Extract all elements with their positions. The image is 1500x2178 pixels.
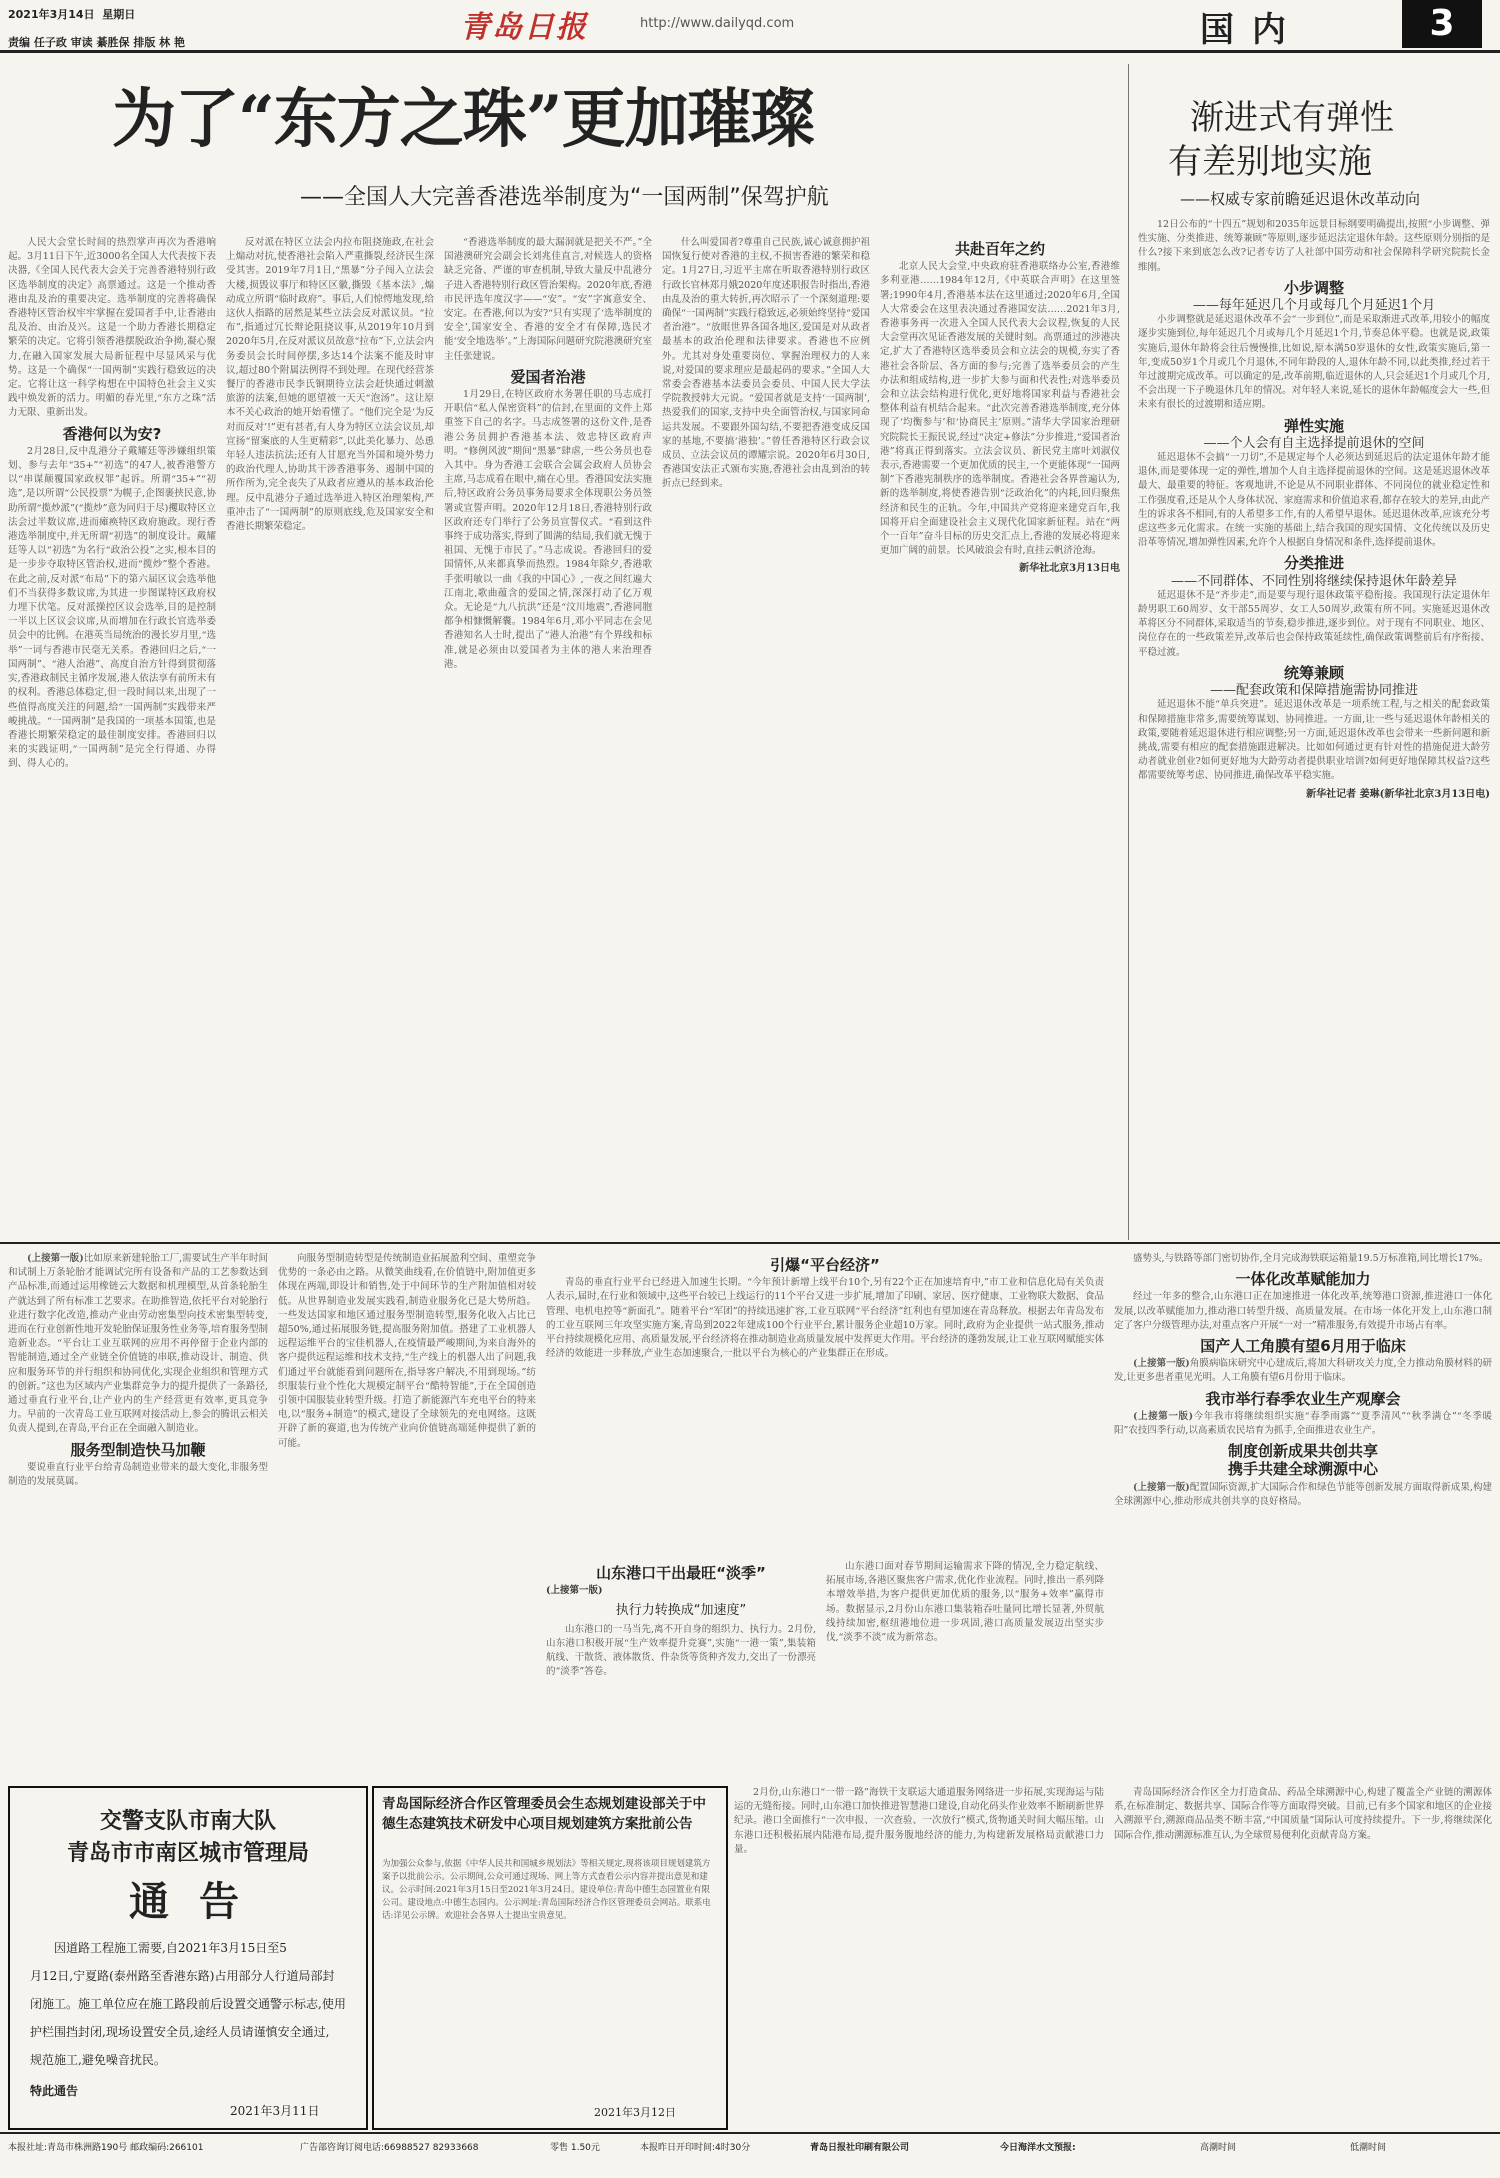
lower-col-7: 2月份,山东港口“一带一路”海铁干支联运大通道服务网络进一步拓展,实现海运与陆运的无缝衔接。同时,山东港口加快推进智慧港口建设,自动化码头作业效率不断刷新世界纪录。港口全面推行“一次申报、一次查验、一次放行”模式,货物通关时间大幅压缩。山东港口还积极拓展内陆港布局,提升服务腹地经济的能力,为构建新发展格局贡献港口力量。 — [734, 1787, 1104, 1855]
side-sub3b: ——不同群体、不同性别将继续保持退休年龄差异 — [1170, 573, 1457, 589]
footer-printer: 青岛日报社印刷有限公司 — [810, 2143, 910, 2153]
side-divider — [1128, 64, 1129, 1240]
notice-line-3: 闭施工。施工单位应在施工路段前后设置交通警示标志,使用 — [30, 1997, 346, 2011]
notice-line-5: 规范施工,避免噪音扰民。 — [30, 2053, 166, 2067]
planning-date: 2021年3月12日 — [594, 2106, 676, 2119]
section-title: 国内 — [1200, 10, 1304, 50]
notice-org-1: 交警支队市南大队 — [99, 1809, 276, 1834]
side-sub1: 小步调整 — [1283, 278, 1344, 297]
notice-line-1: 因道路工程施工需要,自2021年3月15日至5 — [54, 1941, 287, 1955]
side-sub1b: ——每年延迟几个月或每几个月延迟1个月 — [1192, 298, 1436, 314]
lower-col-1: (上接第一版)比如原来新建轮胎工厂,需要试生产半年时间和试制上万条轮胎才能调试完所有设备和产品的工艺参数达到产品标准,而通过运用橡链云大数据和机理模型,从首条轮胎生产就达到了所有标准工艺要求。在助推智造,依托平台对轮胎行业进行数字化改造,推动产业由劳动密集型向技术密集型转变,进而在行业创新性地开发轮胎保证服务性业务等,培育服务型制造新业态。“平台让工业互联网的应用不再停留于企业内部的智能制造,通过全产业链全价值链的串联,推动设计、制造、供应和服务环节的并行组织和协同优化,实现企业组织和管理方式的创新。”这也为区域内产业集群竞争力的提升提供了一条路径,通过垂直行业平台,让产业内的生产经营更有效率,更具竞争力。早前的一次青岛工业互联网对接活动上,参会的腾讯云相关负责人提到,在青岛,平台正在全面融入制造业。 服务型制造快马加鞭 要说垂直行业平台给青岛制造业带来的最大变化,非服务型制造的发展莫属。 — [8, 1253, 268, 1488]
notice-date: 2021年3月11日 — [230, 2104, 320, 2118]
side-sub4b: ——配套政策和保障措施需协同推进 — [1209, 683, 1418, 699]
lead-sub2: 爱国者治港 — [510, 367, 586, 386]
lower-sub3a: (上接第一版) — [546, 1585, 603, 1597]
lower-col-2: 向服务型制造转型是传统制造业拓展盈利空间、重塑竞争优势的一条必由之路。从微笑曲线看,在价值链中,附加值更多体现在两端,即设计和销售,处于中间环节的生产附加值相对较低。从世界制造业发展实践看,制造业服务化已是大势所趋。一些发达国家和地区通过服务型制造转型,服务化收入占比已超50%,通过拓展服务链,提高服务附加值。搭建了工业机器人远程运维平台的宝佳机器人,在疫情最严峻期间,为来自海外的客户提供远程运维和技术支持,“生产线上的机器人出了问题,我们通过平台就能看到问题所在,指导客户解决,不用到现场。”纺织服装行业个性化大规模定制平台“酷特智能”,于在全国创造引领中国服装业转型升级。打造了新能源汽车充电平台的特来电,以“服务+制造”的模式,建设了全球领先的充电网络。这既开辟了新的赛道,也为传统产业向价值链高端延伸提供了新的可能。 — [278, 1253, 536, 1449]
lower-sub1: 服务型制造快马加鞭 — [70, 1440, 206, 1459]
side-sub4: 统筹兼顾 — [1283, 663, 1344, 682]
website: http://www.dailyqd.com — [640, 16, 795, 31]
lead-col-4: 什么叫爱国者?尊重自己民族,诚心诚意拥护祖国恢复行使对香港的主权,不损害香港的繁荣和稳定。1月27日,习近平主席在听取香港特别行政区行政长官林郑月娥2020年度述职报告时指出,香港由乱及治的重大转折,再次昭示了一个深刻道理:要确保“一国两制”实践行稳致远,必须始终坚持“爱国者治港”。“放眼世界各国各地区,爱国是对从政者最基本的政治伦理和法律要求。香港也不应例外。尤其对身处重要岗位、掌握治理权力的人来说,对爱国的要求理应是最起码的要求。”全国人大常委会香港基本法委员会委员、中国人民大学法学院教授韩大元说。“爱国者就是支持‘一国两制’,热爱我们的国家,支持中央全面管治权,与国家同命运共发展。不要跟外国勾结,不要把香港变成反国家的基地,不要搞‘港独’。”曾任香港特区行政会议成员、立法会议员的谭耀宗说。2020年6月30日,香港国安法正式颁布实施,香港社会由乱到治的转折点已经到来。 — [662, 237, 870, 490]
side-sub3: 分类推进 — [1283, 554, 1344, 573]
notice-title: 通 告 — [129, 1878, 247, 1925]
issue-date — [8, 6, 135, 22]
lead-col-2: 反对派在特区立法会内拉布阻挠施政,在社会上煽动对抗,使香港社会陷入严重撕裂,经济民生深受其害。2019年7月1日,“黑暴”分子闯入立法会大楼,损毁议事厅和特区区徽,撕毁《基本法》,煽动成立所谓“临时政府”。事后,人们惊愕地发现,给这伙人指路的居然是某些立法会反对派议员。“拉布”,指通过冗长辩论阻挠议事,从2019年10月到2020年5月,在反对派议员故意“拉布”下,立法会内务委员会长时间停摆,多达14个法案不能及时审议,超过80个附属法例得不到处理。在现代经营茶餐厅的香港市民李氏铜期待立法会赶快通过刺激旅游的法案,但她的愿望被一天天“泡汤”。这让原本不关心政治的她开始看懂了。“他们完全是‘为反对而反对’!”更有甚者,有人身为特区立法会议员,却宣扬“留案底的人生更精彩”,以此美化暴力、怂恿年轻人违法抗法;还有人甘愿充当外国和境外势力的政治代理人,协助其干涉香港事务、遏制中国的所作所为,完全丧失了从政者应遵从的基本政治伦理。反中乱港分子通过选举进入特区治理架构,严重冲击了“一国两制”的原则底线,危及国家安全和香港长期繁荣稳定。 — [226, 237, 434, 533]
page-number: 3 — [1402, 0, 1482, 48]
footer-low-tide: 低潮时间 — [1350, 2143, 1387, 2153]
lower-sub4: 一体化改革赋能加力 — [1235, 1270, 1371, 1289]
masthead-rule — [0, 50, 1500, 53]
footer-price: 零售 1.50元 — [550, 2143, 600, 2153]
editors-line: 责编 任子政 审读 綦胜保 排版 林 艳 — [8, 36, 185, 49]
headline: 为了“东方之珠”更加璀璨 — [112, 82, 814, 157]
lower-sub3: 山东港口干出最旺“淡季” — [596, 1564, 766, 1582]
notice-planning — [372, 1786, 728, 2130]
side-credit: 新华社记者 姜琳(新华社北京3月13日电) — [1306, 788, 1490, 800]
lower-sub5: 国产人工角膜有望6月用于临床 — [1200, 1337, 1406, 1356]
lead-col-3: “香港选举制度的最大漏洞就是把关不严。”全国港澳研究会副会长刘兆佳直言,对候选人的资格缺乏完备、严谨的审查机制,导致大量反中乱港分子进入香港特别行政区管治架构。2020年底,香港市民评选年度汉字——“安”。“安”字寓意安全、安定。在香港,何以为安?“只有实现了‘选举制度的安全’,国家安全、香港的安全才有保障,选民才能‘安全地选举’。”上海国际问题研究院港澳研究室主任张建说。 爱国者治港 1月29日,在特区政府水务署任职的马志成打开职信“私人保密资料”的信封,在里面的文件上郑重签下自己的名字。马志成签署的这份文件,是香港公务员拥护香港基本法、效忠特区政府声明。“修例风波”期间“黑暴”肆虐,一些公务员也卷入其中。身为香港工会联合会属会政府人员协会主席,马志成看在眼中,痛在心里。香港国安法实施后,特区政府公务员事务局要求全体现职公务员签署或宣誓声明。2020年12月18日,香港特别行政区政府还专门举行了公务员宣誓仪式。“看到这件事终于成功落实,得到了圆满的结局,我们就无愧于祖国、无愧于市民了。”马志成说。香港回归的爱国情怀,从来都真挚而热烈。1984年除夕,香港歌手张明敏以一曲《我的中国心》,一夜之间红遍大江南北,歌曲蕴含的爱国之情,深深打动了亿万观众。无论是“九八抗洪”还是“汶川地震”,香港同胞都争相慷慨解囊。1984年6月,邓小平同志在会见香港知名人士时,提出了“港人治港”有个界线和标准,就是必须由以爱国者为主体的港人来治理香港。 — [444, 237, 652, 670]
notice-traffic — [8, 1786, 368, 2130]
footer-rule — [0, 2132, 1500, 2134]
notice-org-2: 青岛市市南区城市管理局 — [66, 1841, 309, 1866]
lower-sub6: 我市举行春季农业生产观摩会 — [1205, 1389, 1401, 1408]
side-sub2b: ——个人会有自主选择提前退休的空间 — [1203, 435, 1425, 451]
lower-sub3b: 执行力转换成“加速度” — [615, 1603, 747, 1619]
lower-sub7a: 制度创新成果共创共享 — [1227, 1442, 1378, 1461]
planning-title: 青岛国际经济合作区管理委员会生态规划建设部关于中德生态建筑技术研发中心项目规划建筑方案批前公告 — [382, 1796, 706, 1832]
lower-col-4: 山东港口干出最旺“淡季” (上接第一版) 执行力转换成“加速度” 山东港口的一马当先,离不开自身的组织力、执行力。2月份,山东港口积极开展“生产效率提升竞赛”,实施“一港一策”,集装箱航线、干散货、液体散货、件杂货等货种齐发力,交出了一份漂亮的“淡季”答卷。 — [546, 1564, 816, 1678]
side-sub2: 弹性实施 — [1283, 416, 1344, 435]
lower-col-5: 山东港口面对春节期间运输需求下降的情况,全力稳定航线、拓展市场,各港区聚焦客户需求,优化作业流程。同时,推出一系列降本增效举措,为客户提供更加优质的服务,以“服务+效率”赢得市场。数据显示,2月份山东港口集装箱吞吐量同比增长显著,外贸航线持续加密,枢纽港地位进一步巩固,港口高质量发展迈出坚实步伐,“淡季不淡”成为新常态。 — [826, 1561, 1104, 1644]
footer-ad-permit: 广告部咨询订阅电话:66988527 82933668 — [300, 2143, 479, 2153]
lower-col-3: 引爆“平台经济” 青岛的垂直行业平台已经进入加速生长期。“今年预计新增上线平台10个,另有22个正在加速培育中,”市工业和信息化局有关负责人表示,届时,在行业和领域中,这些平台较已上线运行的11个平台又进一步扩展,增加了印刷、家居、医疗健康、工业物联大数据、食品管理、电机电控等“新面孔”。随着平台“军团”的持续迅速扩容,工业互联网“平台经济”红利也有望加速在青岛释放。根据去年青岛发布的工业互联网三年攻坚实施方案,青岛到2022年建成100个行业平台,累计服务企业超10万家。同时,政府为企业提供一站式服务,推动平台持续规模化应用、高质量发展,平台经济将在推动制造业高质量发展中发挥更大作用。平台经济的蓬勃发展,让工业互联网赋能实体经济的效能进一步释放,产业生态加速聚合,一批以平台为核心的产业集群正在形成。 — [546, 1256, 1104, 1360]
side-body: 12日公布的“十四五”规划和2035年远景目标纲要明确提出,按照“小步调整、弹性实施、分类推进、统筹兼顾”等原则,逐步延迟法定退休年龄。这些原则分别指的是什么?接下来到底怎么改?记者专访了人社部中国劳动和社会保障科学研究院院长金维刚。 小步调整 ——每年延迟几个月或每几个月延迟1个月 小步调整就是延迟退休改革不会“一步到位”,而是采取渐进式改革,用较小的幅度逐步实施到位,每年延迟几个月或每几个月延迟1个月,节奏总体平稳。也就是说,政策实施后,退休年龄将会往后慢慢推,比如说,原本满50岁退休的女性,政策实施后,第一年,变成50岁1个月或几个月退休,不同年龄段的人,退休年龄不同,以此类推,经过若干年过渡期完成改革。可以确定的是,改革前期,临近退休的人,只会延迟1个月或几个月,不会出现一下子晚退休几年的情况。对年轻人来说,延长的退休年龄幅度会大一些,但未来有很长的过渡期和适应期。 弹性实施 ——个人会有自主选择提前退休的空间 延迟退休不会搞“一刀切”,不是规定每个人必须达到延迟后的法定退休年龄才能退休,而是要体现一定的弹性,增加个人自主选择提前退休的空间。这是延迟退休改革最大、最重要的特征。客观地讲,不论是从不同职业群体、不同岗位的就业稳定性和工作强度看,还是从个人身体状况、家庭需求和价值追求看,都存在较大的差异,由此产生的诉求各不相同,有的人希望多工作,有的人希望早退休。延迟退休改革,应该充分考虑这些多元化需求。在统一实施的基础上,结合我国的现实国情、文化传统以及历史沿革等情况,增加弹性因素,允许个人根据自身情况和条件,选择提前退休。 分类推进 ——不同群体、不同性别将继续保持退休年龄差异 延迟退休不是“齐步走”,而是要与现行退休政策平稳衔接。我国现行法定退休年龄男职工60周岁、女干部55周岁、女工人50周岁,政策有所不同。实施延迟退休改革将区分不同群体,采取适当的节奏,稳步推进,逐步到位。对于现有不同职业、地区、岗位存在的一些政策差异,改革后也会保持政策延续性,确保政策调整前后有序衔接、平稳过渡。 统筹兼顾 ——配套政策和保障措施需协同推进 延迟退休不能“单兵突进”。延迟退休改革是一项系统工程,与之相关的配套政策和保障措施非常多,需要统筹谋划、协同推进。一方面,让一些与延迟退休年龄相关的政策,要随着延迟退休进行相应调整;另一方面,延迟退休改革也会带来一些新问题和新挑战,需要有相应的配套措施跟进解决。比如如何通过更有针对性的措施促进大龄劳动者就业创业?如何更好地为大龄劳动者提供职业培训?如何更好地保障其权益?这些都需要统筹考虑、协同推进,确保改革平稳实施。 新华社记者 姜琳(新华社北京3月13日电) — [1138, 218, 1490, 1230]
lead-sub1: 香港何以为安? — [62, 424, 162, 443]
lead-sub3: 共赴百年之约 — [954, 240, 1045, 258]
lead-col-1: 人民大会堂长时间的热烈掌声再次为香港响起。3月11日下午,近3000名全国人大代表按下表决器,《全国人民代表大会关于完善香港特别行政区选举制度的决定》高票通过。这是一个推动香港由乱及治的重要决定。选举制度的完善将确保香港特区管治权牢牢掌握在爱国者手中,让香港由乱及治、由治及兴。这是一个助力香港长期稳定繁荣的决定。它将引领香港摆脱政治争拗,凝心聚力,在融入国家发展大局新征程中尽显风采与优势。这是一个确保“一国两制”实践行稳致远的决定。它将让这一科学构想在中国特色社会主义实践中焕发新的活力。明媚的春光里,“东方之珠”活力无限、重新出发。 香港何以为安? 2月28日,反中乱港分子戴耀廷等涉嫌组织策划、参与去年“35+”“初选”的47人,被香港警方以“串谋颠覆国家政权罪”起诉。所谓“35+”“初选”,是以所谓“公民投票”为幌子,企图裹挟民意,协助所谓“揽炒派”(“揽炒”意为同归于尽)攫取特区立法会过半数议席,进而瘫痪特区政府施政。现行香港选举制度中,并无所谓“初选”的制度设计。戴耀廷等人以“初选”为名行“政治公投”之实,根本目的是一步步夺取特区管治权,进而“揽炒”整个香港。在此之前,反对派“布局”下的第六届区议会选举他们不当获得多数议席,为其进一步图谋特区政府权力埋下伏笔。反对派操控区议会选举,目的是控制一半以上区议会议席,从而增加在行政长官选举委员会中的比例。在港英当局统治的漫长岁月里,“选举”一词与香港市民毫无关系。香港回归之后,“一国两制”、“港人治港”、高度自治方针得到贯彻落实,香港政制民主循序发展,港人依法享有前所未有的权利。香港总体稳定,但一段时间以来,出现了一些值得高度关注的问题,给“一国两制”实践带来严峻挑战。“一国两制”是我国的一项基本国策,也是香港长期繁荣稳定的最佳制度安排。香港回归以来的实践证明,“一国两制”是完全行得通、办得到、得人心的。 — [8, 237, 216, 770]
lower-col-8: 青岛国际经济合作区全力打造食品、药品全球溯源中心,构建了覆盖全产业链的溯源体系,在标准制定、数据共享、国际合作等方面取得突破。目前,已有多个国家和地区的企业接入溯源平台,溯源商品品类不断丰富,“中国质量”国际认可度持续提升。下一步,将继续深化国际合作,推动溯源标准互认,为全球贸易便利化贡献青岛方案。 — [1114, 1787, 1492, 1841]
weekday: 星期日 — [102, 8, 136, 21]
lower-sub7b: 携手共建全球溯源中心 — [1227, 1460, 1378, 1479]
footer-print-time: 本报昨日开印时间:4时30分 — [640, 2143, 751, 2153]
lead-credit: 新华社北京3月13日电 — [1019, 563, 1120, 575]
paper-logo: 青岛日报 — [460, 10, 588, 45]
lower-sub2: 引爆“平台经济” — [770, 1256, 880, 1274]
notice-signature: 特此通告 — [30, 2084, 79, 2098]
planning-body: 为加强公众参与,依据《中华人民共和国城乡规划法》等相关规定,现将该项目规划建筑方案予以批前公示。公示期间,公众可通过现场、网上等方式查看公示内容并提出意见和建议。公示时间:2021年3月15日至2021年3月24日。建设单位:青岛中德生态园置业有限公司。建设地点:中德生态园内。公示网址:青岛国际经济合作区管理委员会网站。联系电话:详见公示牌。欢迎社会各界人士提出宝贵意见。 — [382, 1859, 711, 1921]
mid-rule — [0, 1242, 1500, 1244]
side-subtitle: ——权威专家前瞻延迟退休改革动向 — [1180, 190, 1421, 208]
notice-line-4: 护栏围挡封闭,现场设置安全员,途经人员请谨慎安全通过, — [30, 2025, 330, 2039]
date: 2021年3月14日 — [8, 8, 95, 21]
notice-line-2: 月12日,宁夏路(泰州路至香港东路)占用部分人行道局部封 — [30, 1969, 335, 1983]
lead-col-5: 共赴百年之约 北京人民大会堂,中央政府驻香港联络办公室,香港维多利亚港……1984年12月,《中英联合声明》在这里签署;1990年4月,香港基本法在这里通过;2020年6月,全国人大常委会在这里表决通过香港国安法……2021年3月,香港事务再一次进入全国人民代表大会议程,恢复的人民大会堂再次见证香港发展的关键时刻。高票通过的涉港决定,扩大了香港特区选举委员会和立法会的规模,夯实了香港社会各阶层、各方面的参与;完善了选举委员会的产生办法和组成结构,进一步扩大参与面和代表性;对选举委员会和立法会结构进行优化,更好地将国家利益与香港社会整体利益有机结合起来。“此次完善香港选举制度,充分体现了‘均衡参与’和‘协商民主’原则。”清华大学国家治理研究院院长王振民说,经过“决定+修法”分步推进,“爱国者治港”将真正得到落实。立法会议员、新民党主席叶刘淑仪表示,香港需要一个更加优质的民主,一个更能体现“一国两制”下香港宪制秩序的选举制度。香港社会各界普遍认为,新的选举制度,将使香港告别“泛政治化”的内耗,回归聚焦经济和民生的正轨。今年,中国共产党将迎来建党百年,我国将开启全面建设社会主义现代化国家新征程。站在“两个一百年”奋斗目标的历史交汇点上,香港的发展必将迎来更加广阔的前景。长风破浪会有时,直挂云帆济沧海。 新华社北京3月13日电 — [880, 236, 1120, 1236]
lower-col-6: 盛势头,与铁路等部门密切协作,全月完成海铁联运箱量19.5万标准箱,同比增长17%。 一体化改革赋能加力 经过一年多的整合,山东港口正在加速推进一体化改革,统筹港口资源,推进港口一体化发展,以改革赋能加力,推动港口转型升级、高质量发展。在市场一体化开发上,山东港口制定了客户分级管理办法,对重点客户开展“一对一”精准服务,有效提升市场占有率。 国产人工角膜有望6月用于临床 (上接第一版)角膜病临床研究中心建成后,将加大科研攻关力度,全力推动角膜材料的研发,让更多患者重见光明。人工角膜有望6月份用于临床。 我市举行春季农业生产观摩会 (上接第一版)今年我市将继续组织实施“春季雨露”“夏季清风”“秋季满仓”“冬季暖阳”农技四季行动,以高素质农民培育为抓手,全面推进农业生产。 制度创新成果共创共享 携手共建全球溯源中心 (上接第一版)配置国际资源,扩大国际合作和绿色节能等创新发展方面取得新成果,构建全球溯源中心,推动形成共创共享的良好格局。 — [1114, 1253, 1492, 1507]
side-title-2: 有差别地实施 — [1168, 142, 1372, 182]
footer-weather-title: 今日海洋水文预报: — [1000, 2143, 1076, 2153]
headline-subtitle: ——全国人大完善香港选举制度为“一国两制”保驾护航 — [300, 185, 829, 210]
notice-body — [30, 1934, 350, 2074]
footer-address: 本报社址:青岛市株洲路190号 邮政编码:266101 — [8, 2143, 204, 2153]
side-title-1: 渐进式有弹性 — [1190, 98, 1394, 138]
footer-high-tide: 高潮时间 — [1200, 2143, 1237, 2153]
